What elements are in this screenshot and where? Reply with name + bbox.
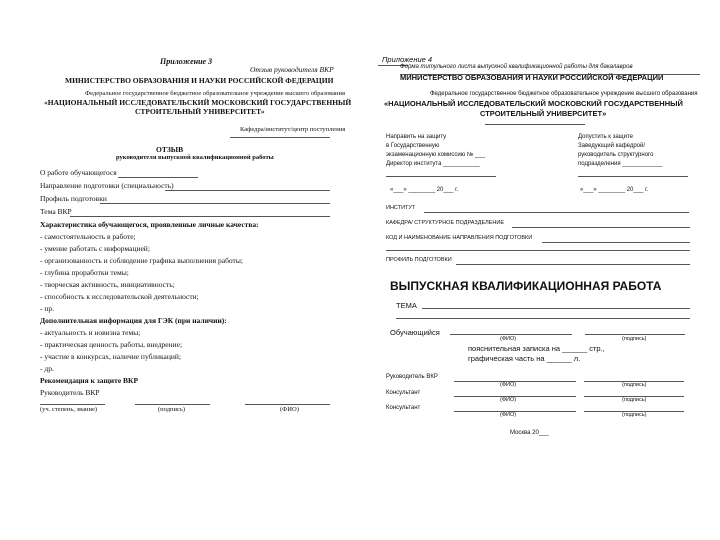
right-institution-type: Федеральное государственное бюджетное образовательное учреждение высшего образования [430,91,698,97]
right-theme-label: ТЕМА [396,301,417,310]
left-sig-caption-fio: (ФИО) [280,406,299,413]
right-note-graphic: графическая часть на ______ л. [468,354,581,363]
right-consultant1-sign-caption: (подпись) [622,397,647,403]
left-supervisor-label: Руководитель ВКР [40,388,100,397]
right-left-block-line: Направить на защиту [386,134,447,140]
right-date-left: «___» ________ 20___ г. [390,187,459,193]
left-field-profile: Профиль подготовки [40,194,107,203]
right-supervisor-sign-caption: (подпись) [622,382,647,388]
right-left-block-line: Директор института ___________ [386,161,480,167]
left-ministry: МИНИСТЕРСТВО ОБРАЗОВАНИЯ И НАУКИ РОССИЙСКОЙ ФЕДЕРАЦИИ [65,76,334,85]
left-university-line1: «НАЦИОНАЛЬНЫЙ ИССЛЕДОВАТЕЛЬСКИЙ МОСКОВСКИЙ ГОСУДАРСТВЕННЫЙ [44,98,352,107]
left-extra-item: - практическая ценность работы, внедрение; [40,340,183,349]
left-recommend-title: Рекомендация к защите ВКР [40,376,139,385]
left-department-caption: Кафедра/институт/центр поступления [240,126,346,133]
right-main-title: ВЫПУСКНАЯ КВАЛИФИКАЦИОННАЯ РАБОТА [390,279,662,293]
right-supervisor-fio-caption: (ФИО) [500,382,517,388]
left-characteristics-title: Характеристика обучающегося, проявленные личные качества: [40,220,259,229]
right-ministry: МИНИСТЕРСТВО ОБРАЗОВАНИЯ И НАУКИ РОССИЙСКОЙ ФЕДЕРАЦИИ [400,73,664,82]
left-char-item: - организованность и соблюдение графика выполнения работы; [40,256,243,265]
left-field-theme: Тема ВКР [40,207,72,216]
left-char-item: - умение работать с информацией; [40,244,150,253]
left-doc-title: ОТЗЫВ [156,145,184,154]
left-institution-type: Федеральное государственное бюджетное образовательное учреждение высшего образования [85,90,345,97]
left-extra-item: - участие в конкурсах, наличие публикаций; [40,352,181,361]
left-subheading: Отзыв руководителя ВКР [250,65,334,74]
left-char-item: - способность к исследовательской деятельности; [40,292,199,301]
left-sig-caption-degree: (уч. степень, звание) [40,406,98,413]
left-extra-item: - др. [40,364,54,373]
left-doc-subtitle: руководителя выпускной квалификационной работы [116,154,274,161]
right-left-block-line: экзаменационную комиссию № ___ [386,152,486,158]
right-field-direction-code: КОД И НАИМЕНОВАНИЕ НАПРАВЛЕНИЯ ПОДГОТОВКИ [386,235,533,241]
right-page-title-sheet [360,0,720,540]
right-right-block-line: подразделения ____________ [578,161,663,167]
right-subheading: Форма титульного листа выпускной квалификационной работы для бакалавров [400,64,633,70]
right-right-block-line: Допустить к защите [578,134,633,140]
right-right-block-line: руководитель структурного [578,152,654,158]
left-char-item: - творческая активность, инициативность; [40,280,175,289]
left-sig-caption-signature: (подпись) [158,406,185,413]
right-consultant2-label: Консультант [386,405,421,411]
right-consultant2-fio-caption: (ФИО) [500,412,517,418]
left-extra-item: - актуальность и новизна темы; [40,328,141,337]
left-char-item: - глубина проработки темы; [40,268,129,277]
right-student-sign-caption: (подпись) [622,336,647,342]
right-university-line2: СТРОИТЕЛЬНЫЙ УНИВЕРСИТЕТ» [480,109,607,118]
right-consultant2-sign-caption: (подпись) [622,412,647,418]
left-university-line2: СТРОИТЕЛЬНЫЙ УНИВЕРСИТЕТ» [135,107,265,116]
right-date-right: «___» ________ 20___ г. [580,187,649,193]
right-city-year: Москва 20___ [510,430,549,436]
left-char-item: - пр. [40,304,55,313]
left-field-about: О работе обучающегося [40,168,117,177]
left-top-heading: Приложение 3 [160,57,213,66]
right-field-institute: ИНСТИТУТ [386,205,416,211]
right-supervisor-label: Руководитель ВКР [386,374,438,380]
right-consultant1-label: Консультант [386,390,421,396]
right-note-pages: пояснительная записка на ______ стр., [468,344,605,353]
right-top-heading: Приложение 4 [382,55,433,64]
left-extra-title: Дополнительная информация для ГЭК (при наличии): [40,316,227,325]
right-student-fio-caption: (ФИО) [500,336,517,342]
right-left-block-line: в Государственную [386,143,440,149]
right-field-department: КАФЕДРА/ СТРУКТУРНОЕ ПОДРАЗДЕЛЕНИЕ [386,220,504,226]
right-right-block-line: Заведующий кафедрой/ [578,143,646,149]
right-student-label: Обучающийся [390,328,440,337]
right-university-line1: «НАЦИОНАЛЬНЫЙ ИССЛЕДОВАТЕЛЬСКИЙ МОСКОВСКИЙ ГОСУДАРСТВЕННЫЙ [384,99,683,108]
right-consultant1-fio-caption: (ФИО) [500,397,517,403]
right-field-profile: ПРОФИЛЬ ПОДГОТОВКИ [386,257,452,263]
left-field-direction: Направление подготовки (специальность) [40,181,174,190]
left-char-item: - самостоятельность в работе; [40,232,136,241]
